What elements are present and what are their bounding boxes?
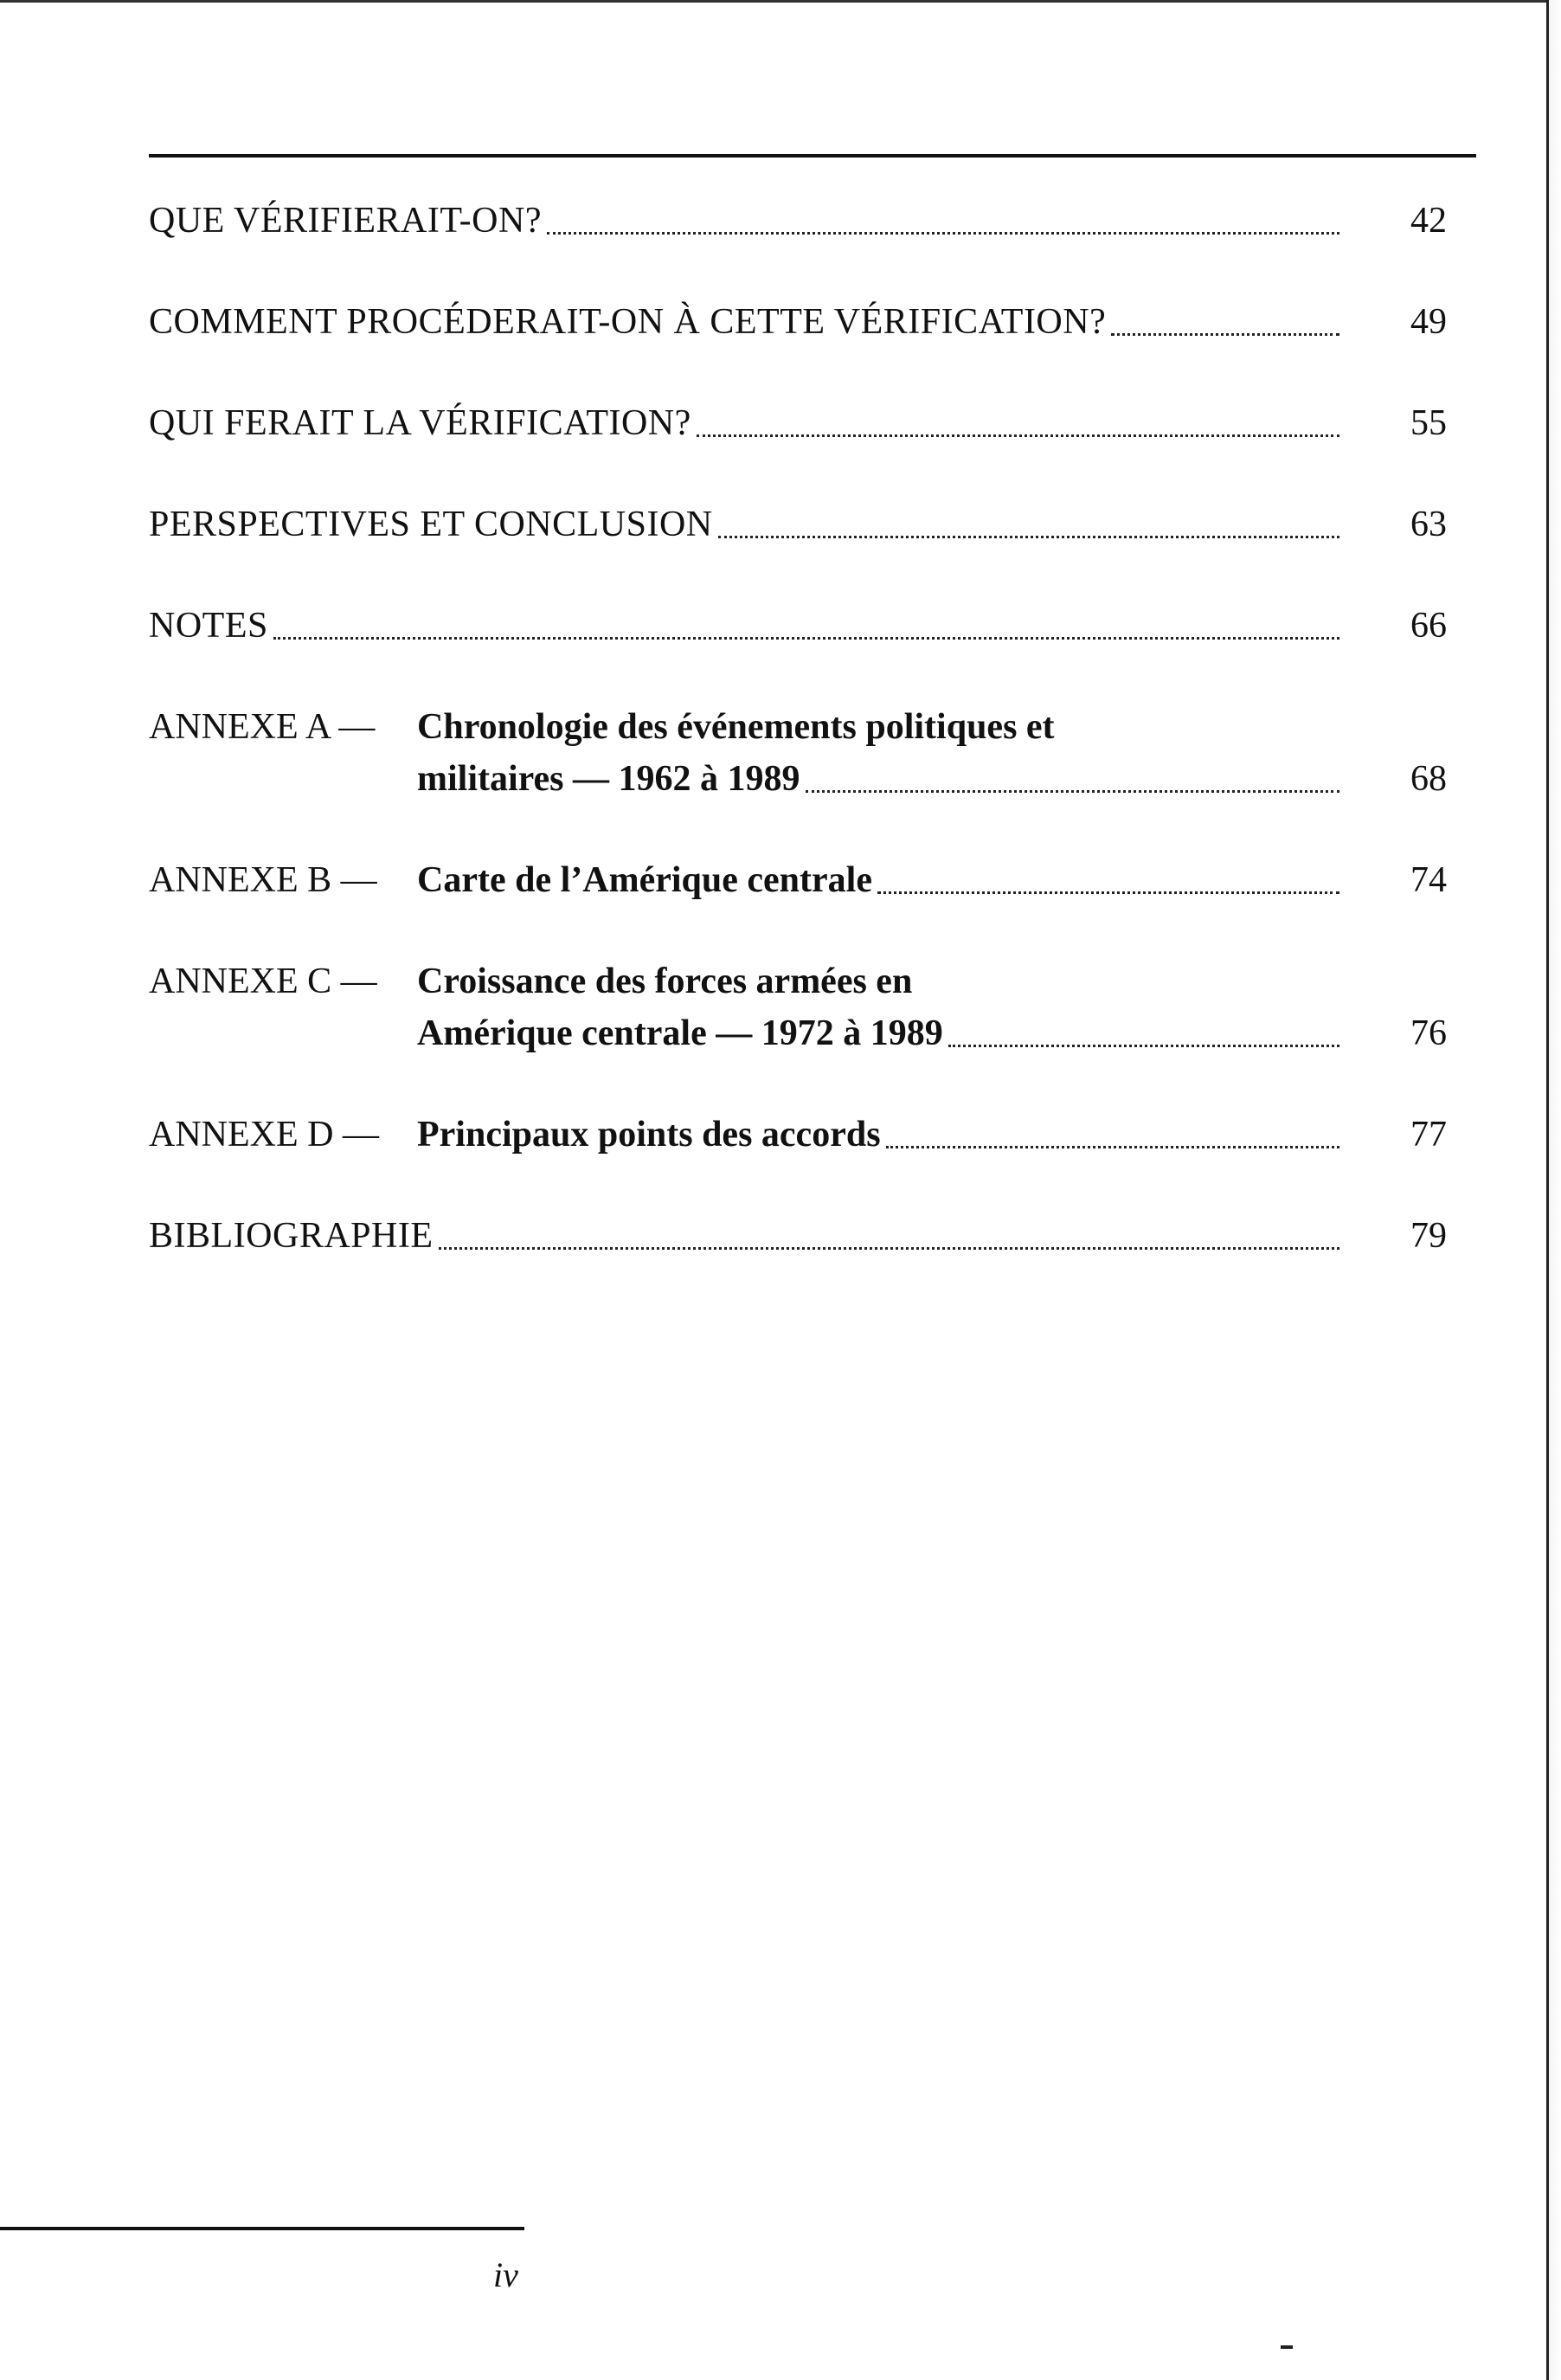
toc-entry-body — [149, 499, 1447, 550]
toc-entry-title: Carte de l’Amérique centrale — [417, 860, 872, 900]
annex-prefix: ANNEXE D — — [149, 1115, 379, 1155]
page-top-edge — [0, 0, 1561, 3]
toc-entry-body — [149, 195, 1447, 247]
toc-page-number: 74 — [1410, 860, 1447, 900]
dot-leader — [948, 1045, 1339, 1047]
toc-entry-annexe-b[interactable] — [149, 854, 1447, 906]
dot-leader — [547, 232, 1339, 235]
toc-entry-body — [417, 701, 1447, 805]
dot-leader — [1111, 333, 1339, 336]
toc-entry-title: NOTES — [149, 606, 268, 646]
dot-leader — [718, 536, 1339, 538]
toc-entry-title: Principaux points des accords — [417, 1115, 881, 1155]
toc-page-number: 76 — [1410, 1013, 1447, 1053]
toc-entry-title: QUI FERAIT LA VÉRIFICATION? — [149, 403, 691, 443]
scan-speck — [1281, 2345, 1293, 2349]
toc-entry-body — [417, 1109, 1447, 1161]
annex-prefix: ANNEXE C — — [149, 962, 377, 1001]
toc-entry-title: Chronologie des événements politiques et — [417, 707, 1055, 747]
toc-entry-comment-procederait-on[interactable] — [149, 296, 1447, 348]
toc-page-number: 55 — [1410, 403, 1447, 443]
toc-page-number: 66 — [1410, 606, 1447, 646]
toc-entry-body — [149, 600, 1447, 652]
toc-page-number: 79 — [1410, 1216, 1447, 1256]
toc-entry-perspectives[interactable] — [149, 499, 1447, 550]
toc-entry-bibliographie[interactable] — [149, 1210, 1447, 1262]
toc-entry-title: BIBLIOGRAPHIE — [149, 1216, 434, 1256]
toc-entry-annexe-d[interactable] — [149, 1109, 1447, 1161]
dot-leader — [697, 434, 1339, 437]
annex-prefix: ANNEXE A — — [149, 707, 376, 747]
dot-leader — [439, 1247, 1340, 1250]
toc-entry-annexe-c[interactable] — [149, 955, 1447, 1059]
toc-entry-title: PERSPECTIVES ET CONCLUSION — [149, 505, 713, 544]
toc-page-number: 63 — [1410, 505, 1447, 544]
toc-page-number: 77 — [1410, 1115, 1447, 1155]
page-right-edge — [1546, 0, 1561, 2380]
toc-entry-notes[interactable] — [149, 600, 1447, 652]
dot-leader — [273, 637, 1339, 640]
toc-entry-title: Croissance des forces armées en — [417, 962, 913, 1001]
toc-entry-title-line2: militaires — 1962 à 1989 — [417, 759, 800, 799]
top-rule — [149, 154, 1476, 158]
toc-entry-body — [149, 296, 1447, 348]
toc-page-number: 49 — [1410, 302, 1447, 342]
toc-entry-title: QUE VÉRIFIERAIT-ON? — [149, 201, 542, 241]
toc-entry-body — [149, 397, 1447, 449]
dot-leader — [877, 891, 1339, 894]
toc-entry-title-line2: Amérique centrale — 1972 à 1989 — [417, 1013, 943, 1053]
annex-prefix: ANNEXE B — — [149, 860, 377, 900]
page-folio: iv — [493, 2255, 518, 2294]
toc-entry-que-verifierait-on[interactable] — [149, 195, 1447, 247]
toc-entry-body — [149, 1210, 1447, 1262]
toc-entry-qui-ferait[interactable] — [149, 397, 1447, 449]
dot-leader — [806, 790, 1339, 793]
toc-entry-body — [417, 955, 1447, 1059]
toc-entry-annexe-a[interactable] — [149, 701, 1447, 805]
table-of-contents — [149, 195, 1447, 1311]
toc-page-number: 68 — [1410, 759, 1447, 799]
dot-leader — [886, 1146, 1339, 1148]
footer-rule — [0, 2227, 524, 2230]
toc-entry-title: COMMENT PROCÉDERAIT-ON À CETTE VÉRIFICATION? — [149, 302, 1107, 342]
toc-entry-body — [417, 854, 1447, 906]
toc-page-number: 42 — [1410, 201, 1447, 241]
